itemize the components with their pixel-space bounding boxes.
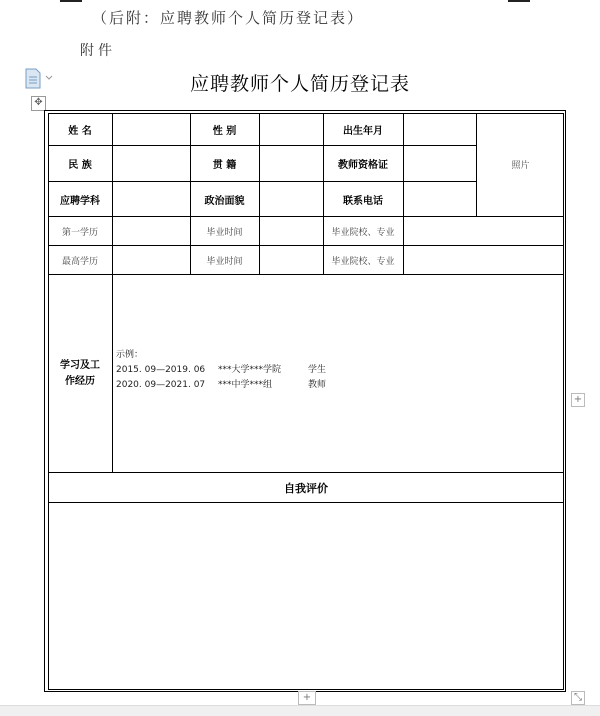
header-note: （后附：应聘教师个人简历登记表）: [92, 9, 365, 27]
example-role: 学生: [308, 365, 327, 375]
bottom-scroll-area: [0, 705, 600, 716]
political-field[interactable]: [260, 182, 323, 216]
first-school-field[interactable]: [404, 217, 564, 245]
example-row: [116, 363, 326, 378]
first-degree-field[interactable]: [113, 217, 190, 245]
cursor-mark-left: [60, 0, 82, 2]
phone-field[interactable]: [404, 182, 564, 216]
photo-box[interactable]: 照片: [511, 161, 530, 171]
label-self-eval: 自我评价: [284, 481, 328, 495]
label-history: [48, 275, 112, 472]
example-row: [116, 378, 326, 393]
example-period: 2020. 09—2021. 07: [116, 380, 206, 390]
label-top-degree: 最高学历: [61, 256, 98, 267]
subject-field[interactable]: [113, 182, 190, 216]
top-school-field[interactable]: [404, 246, 564, 274]
cert-field[interactable]: [404, 146, 476, 181]
example-org: ***中学***组: [218, 380, 273, 390]
example-label: 示例：: [116, 350, 144, 360]
label-first-school: 毕业院校、专业: [331, 227, 395, 238]
label-first-grad-time: 毕业时间: [206, 227, 243, 238]
resize-corner-icon[interactable]: ⤡: [571, 691, 585, 705]
history-example: [116, 348, 326, 393]
label-subject: 应聘学科: [60, 195, 100, 207]
name-field[interactable]: [113, 113, 190, 145]
label-top-school: 毕业院校、专业: [331, 256, 395, 267]
label-cert: 教师资格证: [338, 160, 388, 171]
example-period: 2015. 09—2019. 06: [116, 365, 206, 375]
label-ethnicity: 民 族: [68, 160, 92, 171]
label-first-degree: 第一学历: [61, 227, 98, 238]
first-grad-time-field[interactable]: [260, 217, 323, 245]
label-phone: 联系电话: [343, 195, 383, 207]
page-title: 应聘教师个人简历登记表: [189, 73, 410, 95]
label-political: 政治面貌: [204, 195, 245, 207]
label-history-line1: 学习及工: [60, 359, 100, 371]
top-grad-time-field[interactable]: [260, 246, 323, 274]
label-native-place: 贯 籍: [212, 160, 237, 171]
label-birth: 出生年月: [343, 125, 383, 137]
add-row-icon[interactable]: +: [298, 691, 316, 705]
attachment-label: 附件: [80, 43, 116, 59]
birth-field[interactable]: [404, 113, 476, 145]
add-column-icon[interactable]: +: [571, 393, 585, 407]
top-degree-field[interactable]: [113, 246, 190, 274]
table-move-handle-icon[interactable]: ✥: [31, 96, 46, 111]
gender-field[interactable]: [260, 113, 323, 145]
label-gender: 性 别: [212, 125, 237, 137]
self-eval-field[interactable]: [49, 503, 563, 689]
example-role: 教师: [308, 380, 327, 390]
label-name: 姓 名: [68, 125, 92, 137]
native-place-field[interactable]: [260, 146, 323, 181]
label-top-grad-time: 毕业时间: [206, 256, 243, 267]
cursor-mark-right: [508, 0, 530, 2]
label-history-line2: 作经历: [65, 375, 95, 387]
ethnicity-field[interactable]: [113, 146, 190, 181]
example-org: ***大学***学院: [218, 365, 282, 375]
